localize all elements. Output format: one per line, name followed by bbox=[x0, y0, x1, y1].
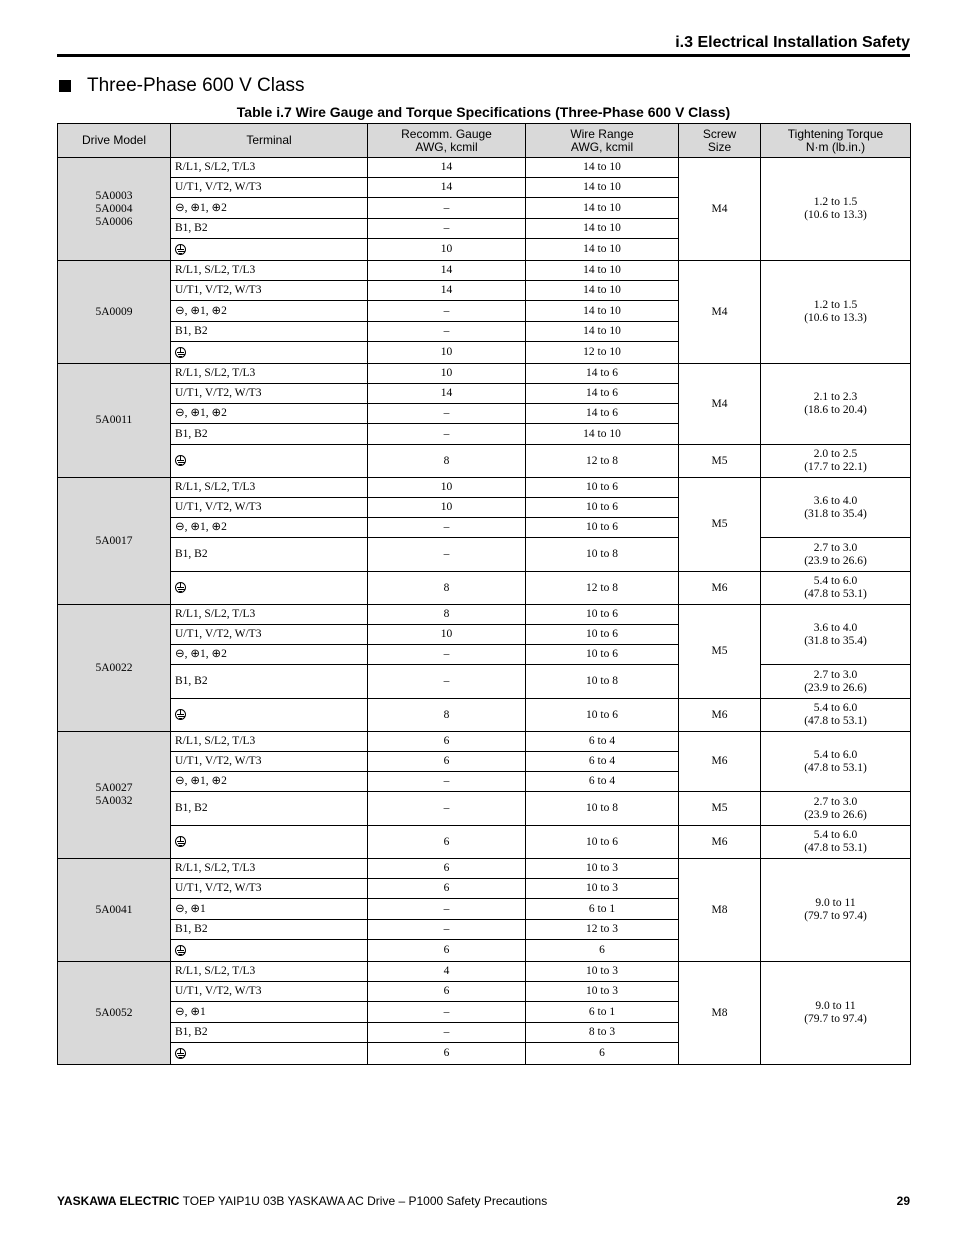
gauge-cell: – bbox=[368, 772, 526, 792]
table-caption: Table i.7 Wire Gauge and Torque Specifications (Three-Phase 600 V Class) bbox=[236, 104, 731, 120]
ground-icon bbox=[175, 582, 186, 593]
wire-range-cell: 14 to 6 bbox=[526, 384, 679, 404]
wire-range-cell: 8 to 3 bbox=[526, 1023, 679, 1043]
terminal-cell: U/T1, V/T2, W/T3 bbox=[171, 752, 368, 772]
ground-icon bbox=[175, 709, 186, 720]
terminal-cell: B1, B2 bbox=[171, 665, 368, 699]
tightening-torque-cell: 2.1 to 2.3 (18.6 to 20.4) bbox=[761, 364, 911, 445]
gauge-cell: – bbox=[368, 404, 526, 424]
tightening-torque-cell: 5.4 to 6.0 (47.8 to 53.1) bbox=[761, 732, 911, 792]
gauge-cell: – bbox=[368, 899, 526, 920]
page-number: 29 bbox=[896, 1194, 910, 1208]
wire-range-cell: 6 bbox=[526, 940, 679, 962]
wire-range-cell: 14 to 6 bbox=[526, 404, 679, 424]
wire-range-cell: 10 to 8 bbox=[526, 665, 679, 699]
drive-model-cell: 5A0052 bbox=[58, 962, 171, 1065]
table-row bbox=[58, 665, 911, 699]
gauge-cell: 8 bbox=[368, 445, 526, 478]
wire-range-cell: 14 to 10 bbox=[526, 301, 679, 322]
footer-doc-title: TOEP YAIP1U 03B YASKAWA AC Drive – P1000 Safety Precautions bbox=[179, 1194, 548, 1208]
terminal-cell: U/T1, V/T2, W/T3 bbox=[171, 879, 368, 899]
gauge-cell: 10 bbox=[368, 498, 526, 518]
table-row bbox=[58, 605, 911, 625]
drive-model-cell: 5A0041 bbox=[58, 859, 171, 962]
footer bbox=[57, 1194, 547, 1208]
tightening-torque-cell: 2.7 to 3.0 (23.9 to 26.6) bbox=[761, 792, 911, 826]
wire-range-cell: 14 to 10 bbox=[526, 322, 679, 342]
gauge-cell: 10 bbox=[368, 239, 526, 261]
screw-size-cell: M6 bbox=[679, 699, 761, 732]
wire-range-cell: 10 to 3 bbox=[526, 859, 679, 879]
wire-range-cell: 10 to 6 bbox=[526, 826, 679, 859]
wire-range-cell: 6 to 4 bbox=[526, 732, 679, 752]
wire-gauge-table bbox=[57, 123, 911, 1065]
terminal-cell: ⊖, ⊕1, ⊕2 bbox=[171, 772, 368, 792]
tightening-torque-cell: 5.4 to 6.0 (47.8 to 53.1) bbox=[761, 572, 911, 605]
terminal-ground-cell bbox=[171, 572, 368, 605]
wire-range-cell: 10 to 3 bbox=[526, 982, 679, 1002]
wire-range-cell: 14 to 10 bbox=[526, 261, 679, 281]
terminal-cell: R/L1, S/L2, T/L3 bbox=[171, 478, 368, 498]
terminal-cell: R/L1, S/L2, T/L3 bbox=[171, 158, 368, 178]
terminal-cell: ⊖, ⊕1, ⊕2 bbox=[171, 645, 368, 665]
terminal-cell: B1, B2 bbox=[171, 920, 368, 940]
gauge-cell: – bbox=[368, 1002, 526, 1023]
header-tightening-torque: Tightening Torque N·m (lb.in.) bbox=[761, 124, 911, 158]
ground-icon bbox=[175, 945, 186, 956]
terminal-ground-cell bbox=[171, 239, 368, 261]
tightening-torque-cell: 2.7 to 3.0 (23.9 to 26.6) bbox=[761, 665, 911, 699]
wire-range-cell: 14 to 10 bbox=[526, 198, 679, 219]
header-wire-range: Wire Range AWG, kcmil bbox=[526, 124, 679, 158]
wire-range-cell: 12 to 8 bbox=[526, 445, 679, 478]
terminal-cell: ⊖, ⊕1, ⊕2 bbox=[171, 301, 368, 322]
tightening-torque-cell: 3.6 to 4.0 (31.8 to 35.4) bbox=[761, 605, 911, 665]
wire-range-cell: 14 to 6 bbox=[526, 364, 679, 384]
wire-range-cell: 14 to 10 bbox=[526, 239, 679, 261]
screw-size-cell: M4 bbox=[679, 364, 761, 445]
wire-range-cell: 10 to 6 bbox=[526, 645, 679, 665]
section-title bbox=[57, 75, 305, 97]
wire-range-cell: 10 to 6 bbox=[526, 478, 679, 498]
gauge-cell: 8 bbox=[368, 572, 526, 605]
gauge-cell: 14 bbox=[368, 178, 526, 198]
table-row bbox=[58, 158, 911, 178]
wire-range-cell: 6 to 4 bbox=[526, 752, 679, 772]
section-header: i.3 Electrical Installation Safety bbox=[675, 34, 910, 51]
terminal-cell: R/L1, S/L2, T/L3 bbox=[171, 364, 368, 384]
terminal-cell: U/T1, V/T2, W/T3 bbox=[171, 625, 368, 645]
ground-icon bbox=[175, 455, 186, 466]
table-row bbox=[58, 732, 911, 752]
wire-range-cell: 6 bbox=[526, 1043, 679, 1065]
terminal-cell: U/T1, V/T2, W/T3 bbox=[171, 982, 368, 1002]
footer-brand: YASKAWA ELECTRIC bbox=[57, 1194, 180, 1208]
tightening-torque-cell: 3.6 to 4.0 (31.8 to 35.4) bbox=[761, 478, 911, 538]
terminal-cell: ⊖, ⊕1 bbox=[171, 1002, 368, 1023]
wire-range-cell: 10 to 6 bbox=[526, 518, 679, 538]
gauge-cell: – bbox=[368, 538, 526, 572]
tightening-torque-cell: 2.0 to 2.5 (17.7 to 22.1) bbox=[761, 445, 911, 478]
tightening-torque-cell: 9.0 to 11 (79.7 to 97.4) bbox=[761, 859, 911, 962]
gauge-cell: 6 bbox=[368, 752, 526, 772]
terminal-cell: R/L1, S/L2, T/L3 bbox=[171, 732, 368, 752]
wire-range-cell: 10 to 6 bbox=[526, 605, 679, 625]
table-row bbox=[58, 792, 911, 826]
gauge-cell: – bbox=[368, 665, 526, 699]
wire-range-cell: 10 to 6 bbox=[526, 498, 679, 518]
gauge-cell: 6 bbox=[368, 940, 526, 962]
tightening-torque-cell: 1.2 to 1.5 (10.6 to 13.3) bbox=[761, 158, 911, 261]
ground-icon bbox=[175, 1048, 186, 1059]
gauge-cell: 14 bbox=[368, 158, 526, 178]
gauge-cell: – bbox=[368, 645, 526, 665]
gauge-cell: 6 bbox=[368, 982, 526, 1002]
terminal-cell: U/T1, V/T2, W/T3 bbox=[171, 178, 368, 198]
tightening-torque-cell: 1.2 to 1.5 (10.6 to 13.3) bbox=[761, 261, 911, 364]
header-recomm-gauge: Recomm. Gauge AWG, kcmil bbox=[368, 124, 526, 158]
table-row bbox=[58, 699, 911, 732]
wire-range-cell: 10 to 3 bbox=[526, 962, 679, 982]
gauge-cell: 10 bbox=[368, 364, 526, 384]
tightening-torque-cell: 9.0 to 11 (79.7 to 97.4) bbox=[761, 962, 911, 1065]
gauge-cell: 8 bbox=[368, 605, 526, 625]
ground-icon bbox=[175, 836, 186, 847]
terminal-cell: ⊖, ⊕1, ⊕2 bbox=[171, 518, 368, 538]
wire-range-cell: 12 to 10 bbox=[526, 342, 679, 364]
gauge-cell: – bbox=[368, 322, 526, 342]
drive-model-cell: 5A0003 5A0004 5A0006 bbox=[58, 158, 171, 261]
gauge-cell: 6 bbox=[368, 826, 526, 859]
terminal-cell: B1, B2 bbox=[171, 219, 368, 239]
wire-range-cell: 6 to 1 bbox=[526, 899, 679, 920]
ground-icon bbox=[175, 347, 186, 358]
screw-size-cell: M4 bbox=[679, 261, 761, 364]
wire-range-cell: 14 to 10 bbox=[526, 281, 679, 301]
wire-range-cell: 10 to 6 bbox=[526, 625, 679, 645]
tightening-torque-cell: 2.7 to 3.0 (23.9 to 26.6) bbox=[761, 538, 911, 572]
gauge-cell: – bbox=[368, 424, 526, 445]
drive-model-cell: 5A0017 bbox=[58, 478, 171, 605]
gauge-cell: 10 bbox=[368, 342, 526, 364]
table-row bbox=[58, 261, 911, 281]
gauge-cell: 14 bbox=[368, 384, 526, 404]
terminal-cell: B1, B2 bbox=[171, 1023, 368, 1043]
gauge-cell: 8 bbox=[368, 699, 526, 732]
wire-range-cell: 10 to 3 bbox=[526, 879, 679, 899]
table-row bbox=[58, 538, 911, 572]
screw-size-cell: M8 bbox=[679, 962, 761, 1065]
terminal-cell: ⊖, ⊕1 bbox=[171, 899, 368, 920]
section-title-text: Three-Phase 600 V Class bbox=[87, 75, 305, 96]
terminal-cell: R/L1, S/L2, T/L3 bbox=[171, 859, 368, 879]
terminal-cell: R/L1, S/L2, T/L3 bbox=[171, 962, 368, 982]
gauge-cell: 10 bbox=[368, 478, 526, 498]
terminal-cell: U/T1, V/T2, W/T3 bbox=[171, 281, 368, 301]
square-bullet-icon bbox=[59, 80, 71, 92]
wire-range-cell: 6 to 4 bbox=[526, 772, 679, 792]
gauge-cell: 6 bbox=[368, 859, 526, 879]
terminal-cell: R/L1, S/L2, T/L3 bbox=[171, 605, 368, 625]
gauge-cell: 6 bbox=[368, 732, 526, 752]
table-row bbox=[58, 364, 911, 384]
gauge-cell: 6 bbox=[368, 879, 526, 899]
wire-range-cell: 14 to 10 bbox=[526, 219, 679, 239]
terminal-cell: B1, B2 bbox=[171, 322, 368, 342]
table-body bbox=[58, 158, 911, 1065]
wire-range-cell: 14 to 10 bbox=[526, 424, 679, 445]
wire-range-cell: 14 to 10 bbox=[526, 178, 679, 198]
table-row bbox=[58, 572, 911, 605]
drive-model-cell: 5A0009 bbox=[58, 261, 171, 364]
terminal-cell: B1, B2 bbox=[171, 424, 368, 445]
screw-size-cell: M5 bbox=[679, 605, 761, 699]
header-rule bbox=[57, 54, 910, 57]
wire-range-cell: 10 to 8 bbox=[526, 538, 679, 572]
gauge-cell: 4 bbox=[368, 962, 526, 982]
header-screw-size: Screw Size bbox=[679, 124, 761, 158]
gauge-cell: – bbox=[368, 792, 526, 826]
drive-model-cell: 5A0011 bbox=[58, 364, 171, 478]
table-row bbox=[58, 859, 911, 879]
gauge-cell: 6 bbox=[368, 1043, 526, 1065]
terminal-ground-cell bbox=[171, 342, 368, 364]
gauge-cell: – bbox=[368, 920, 526, 940]
table-row bbox=[58, 826, 911, 859]
terminal-ground-cell bbox=[171, 445, 368, 478]
screw-size-cell: M5 bbox=[679, 792, 761, 826]
screw-size-cell: M6 bbox=[679, 826, 761, 859]
wire-range-cell: 14 to 10 bbox=[526, 158, 679, 178]
tightening-torque-cell: 5.4 to 6.0 (47.8 to 53.1) bbox=[761, 699, 911, 732]
screw-size-cell: M6 bbox=[679, 732, 761, 792]
tightening-torque-cell: 5.4 to 6.0 (47.8 to 53.1) bbox=[761, 826, 911, 859]
screw-size-cell: M6 bbox=[679, 572, 761, 605]
gauge-cell: – bbox=[368, 219, 526, 239]
screw-size-cell: M4 bbox=[679, 158, 761, 261]
screw-size-cell: M8 bbox=[679, 859, 761, 962]
terminal-cell: ⊖, ⊕1, ⊕2 bbox=[171, 198, 368, 219]
ground-icon bbox=[175, 244, 186, 255]
gauge-cell: – bbox=[368, 1023, 526, 1043]
screw-size-cell: M5 bbox=[679, 478, 761, 572]
terminal-ground-cell bbox=[171, 1043, 368, 1065]
wire-range-cell: 6 to 1 bbox=[526, 1002, 679, 1023]
table-row bbox=[58, 478, 911, 498]
terminal-ground-cell bbox=[171, 826, 368, 859]
terminal-cell: U/T1, V/T2, W/T3 bbox=[171, 384, 368, 404]
header-drive-model: Drive Model bbox=[58, 124, 171, 158]
gauge-cell: 14 bbox=[368, 281, 526, 301]
gauge-cell: 10 bbox=[368, 625, 526, 645]
terminal-cell: ⊖, ⊕1, ⊕2 bbox=[171, 404, 368, 424]
wire-range-cell: 10 to 8 bbox=[526, 792, 679, 826]
table-row bbox=[58, 445, 911, 478]
screw-size-cell: M5 bbox=[679, 445, 761, 478]
drive-model-cell: 5A0022 bbox=[58, 605, 171, 732]
header-terminal: Terminal bbox=[171, 124, 368, 158]
drive-model-cell: 5A0027 5A0032 bbox=[58, 732, 171, 859]
terminal-cell: U/T1, V/T2, W/T3 bbox=[171, 498, 368, 518]
gauge-cell: – bbox=[368, 198, 526, 219]
gauge-cell: – bbox=[368, 301, 526, 322]
gauge-cell: 14 bbox=[368, 261, 526, 281]
wire-range-cell: 12 to 8 bbox=[526, 572, 679, 605]
wire-range-cell: 10 to 6 bbox=[526, 699, 679, 732]
terminal-ground-cell bbox=[171, 940, 368, 962]
terminal-cell: B1, B2 bbox=[171, 792, 368, 826]
terminal-ground-cell bbox=[171, 699, 368, 732]
table-row bbox=[58, 962, 911, 982]
terminal-cell: B1, B2 bbox=[171, 538, 368, 572]
table-header-row bbox=[58, 124, 911, 158]
gauge-cell: – bbox=[368, 518, 526, 538]
wire-range-cell: 12 to 3 bbox=[526, 920, 679, 940]
terminal-cell: R/L1, S/L2, T/L3 bbox=[171, 261, 368, 281]
